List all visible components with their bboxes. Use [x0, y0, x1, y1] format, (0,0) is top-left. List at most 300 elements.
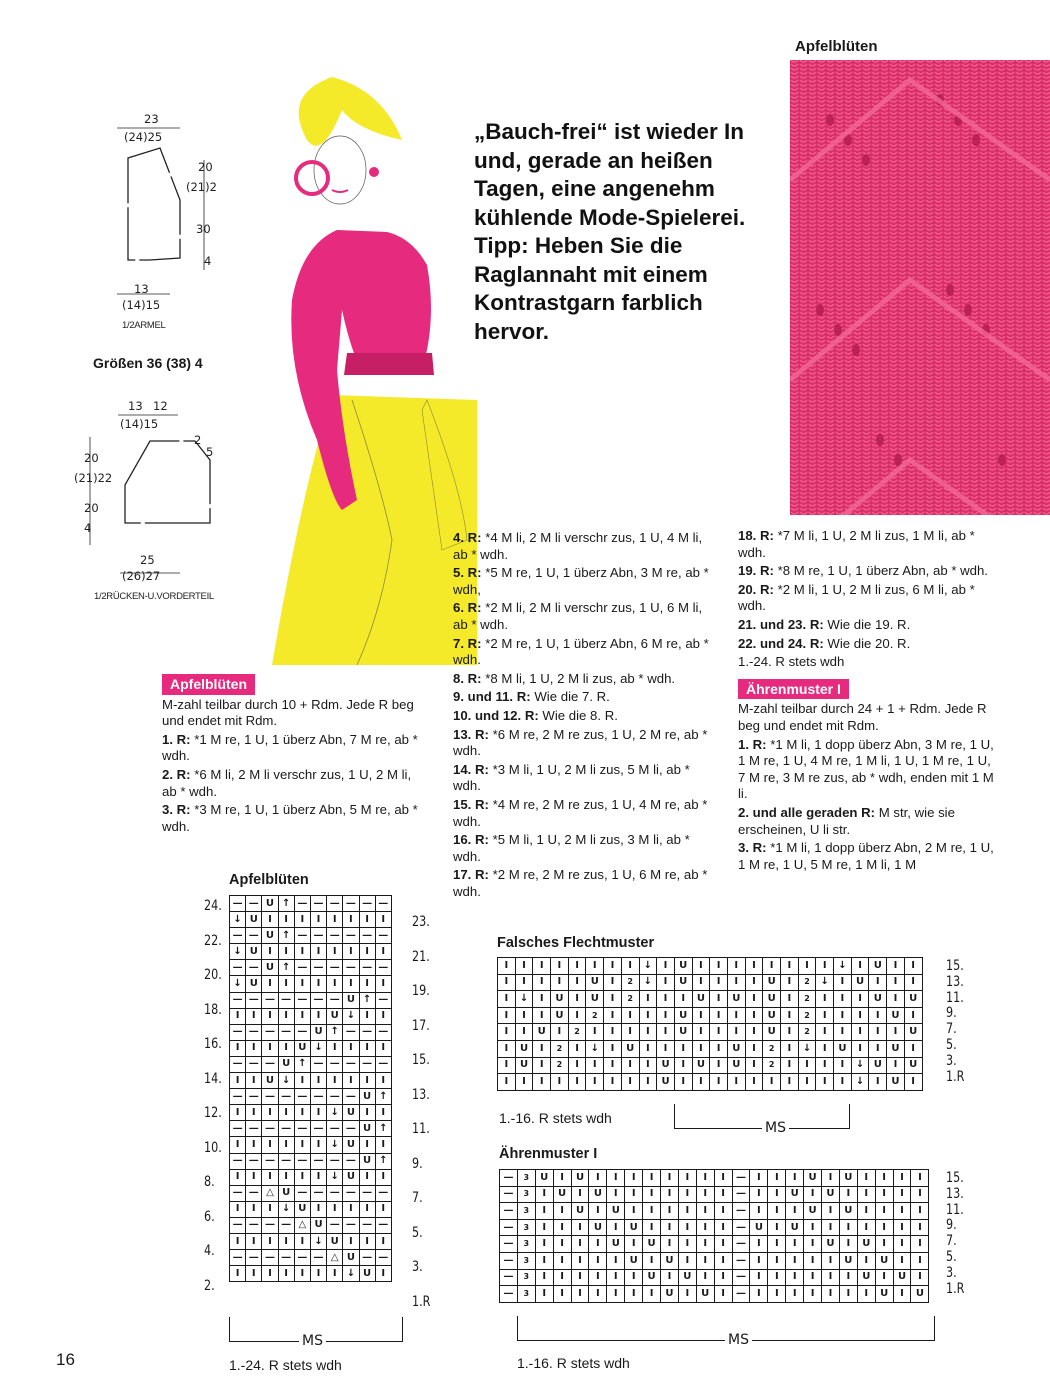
- instruction-paragraph: [738, 701, 1000, 734]
- chart-cell: I: [553, 1286, 571, 1303]
- chart-cell: I: [551, 1024, 569, 1041]
- chart-cell: —: [310, 928, 326, 944]
- chart-cell: —: [294, 1153, 310, 1169]
- chart-cell: I: [678, 1252, 696, 1269]
- chart-cell: I: [498, 991, 516, 1008]
- chart-cell: I: [834, 974, 852, 991]
- instructions-col-3: [738, 528, 1000, 875]
- chart-cell: I: [625, 1170, 643, 1187]
- chart-cell: U: [586, 974, 604, 991]
- chart-cell: I: [230, 1008, 246, 1024]
- chart-cell: I: [816, 958, 834, 975]
- chart-cell: I: [834, 991, 852, 1008]
- instruction-paragraph: [453, 530, 715, 563]
- chart-row: [230, 1185, 392, 1201]
- chart-cell: —: [732, 1219, 750, 1236]
- chart-cell: I: [839, 1236, 857, 1253]
- row-number: 22. und 24. R:: [738, 635, 824, 651]
- chart-cell: I: [625, 1186, 643, 1203]
- chart-cell: I: [551, 1074, 569, 1091]
- chart-cell: —: [246, 1153, 262, 1169]
- chart-cell: I: [359, 1201, 375, 1217]
- chart-cell: I: [359, 912, 375, 928]
- chart-cell: I: [262, 1169, 278, 1185]
- instruction-paragraph: [738, 563, 1000, 580]
- dim-body-left-3: 4: [84, 521, 92, 535]
- instruction-text: *4 M li, 2 M li verschr zus, 1 U, 4 M li, ab * wdh.: [453, 530, 703, 562]
- chart-cell: I: [607, 1252, 625, 1269]
- chart-cell: —: [230, 1024, 246, 1040]
- row-number: 16. R:: [453, 832, 489, 848]
- col3-paragraphs-2: [738, 701, 1000, 873]
- chart-cell: I: [750, 1286, 768, 1303]
- chart-cell: I: [498, 974, 516, 991]
- chart-cell: I: [294, 1169, 310, 1185]
- chart-cell: ↑: [278, 896, 294, 912]
- row-label: 9.: [946, 1005, 957, 1022]
- chart-cell: U: [586, 991, 604, 1008]
- chart-cell: I: [359, 976, 375, 992]
- chart-apfel-grid: [229, 895, 392, 1282]
- chart-cell: —: [359, 1056, 375, 1072]
- chart-table: [229, 895, 392, 1282]
- chart-cell: I: [851, 958, 869, 975]
- chart-cell: U: [310, 1024, 326, 1040]
- chart-cell: U: [661, 1286, 679, 1303]
- chart-cell: I: [781, 991, 799, 1008]
- chart-cell: I: [804, 1236, 822, 1253]
- chart-cell: I: [869, 1074, 887, 1091]
- chart-cell: I: [750, 1186, 768, 1203]
- row-label: 15.: [412, 1052, 430, 1068]
- chart-cell: U: [904, 1024, 922, 1041]
- chart-cell: I: [359, 1233, 375, 1249]
- dim-bottom: 13: [134, 282, 149, 296]
- chart-cell: —: [327, 928, 343, 944]
- chart-row: [230, 1266, 392, 1282]
- chart-cell: I: [294, 1008, 310, 1024]
- chart-cell: I: [604, 991, 622, 1008]
- chart-cell: I: [678, 1203, 696, 1220]
- chart-cell: I: [607, 1219, 625, 1236]
- chart-cell: I: [278, 1040, 294, 1056]
- chart-cell: ↑: [278, 928, 294, 944]
- chart-cell: I: [798, 1074, 816, 1091]
- chart-cell: I: [745, 1040, 763, 1057]
- chart-cell: I: [278, 1137, 294, 1153]
- row-label: 9.: [412, 1155, 423, 1172]
- instruction-paragraph: [453, 636, 715, 669]
- chart-cell: U: [551, 991, 569, 1008]
- chart-cell: I: [714, 1252, 732, 1269]
- chart-cell: I: [768, 1203, 786, 1220]
- instruction-text: *6 M re, 2 M re zus, 1 U, 2 M re, ab * wdh.: [453, 726, 708, 759]
- chart-cell: U: [887, 1040, 905, 1057]
- ms-bracket-apfel: [229, 1317, 403, 1349]
- chart-cell: ↓: [343, 1266, 359, 1282]
- chart-cell: —: [375, 1024, 391, 1040]
- chart-cell: I: [589, 1236, 607, 1253]
- chart-cell: I: [692, 1074, 710, 1091]
- instruction-paragraph: [162, 697, 424, 730]
- chart-row: [500, 1269, 929, 1286]
- chart-cell: I: [375, 1233, 391, 1249]
- chart-cell: ↓: [834, 958, 852, 975]
- chart-cell: I: [869, 1040, 887, 1057]
- chart-cell: U: [262, 1073, 278, 1089]
- chart-row: [500, 1186, 929, 1203]
- chart-cell: I: [893, 1286, 911, 1303]
- chart-cell: —: [327, 1153, 343, 1169]
- chart-cell: ↓: [327, 1169, 343, 1185]
- dim-body-top-alt: (14)15: [120, 417, 159, 431]
- chart-cell: U: [857, 1236, 875, 1253]
- chart-cell: U: [327, 1233, 343, 1249]
- chart-cell: I: [750, 1203, 768, 1220]
- chart-cell: —: [278, 1121, 294, 1137]
- instruction-paragraph: [453, 867, 715, 900]
- chart-cell: —: [500, 1186, 518, 1203]
- chart-cell: I: [768, 1170, 786, 1187]
- chart-cell: I: [696, 1170, 714, 1187]
- chart-cell: I: [768, 1186, 786, 1203]
- chart-cell: I: [904, 1074, 922, 1091]
- chart-row: [230, 1233, 392, 1249]
- chart-cell: I: [515, 1024, 533, 1041]
- chart-cell: —: [262, 1089, 278, 1105]
- chart-row: [498, 1007, 923, 1024]
- chart-cell: I: [535, 1203, 553, 1220]
- chart-cell: I: [661, 1170, 679, 1187]
- chart-cell: I: [246, 1201, 262, 1217]
- chart-cell: I: [816, 1024, 834, 1041]
- row-label: 3.: [946, 1052, 957, 1069]
- chart-cell: —: [230, 1153, 246, 1169]
- chart-cell: I: [246, 1040, 262, 1056]
- chart-cell: I: [768, 1286, 786, 1303]
- row-label: 18.: [204, 1001, 222, 1018]
- chart-cell: I: [515, 974, 533, 991]
- row-label: 13.: [946, 1185, 964, 1202]
- row-label: 5.: [946, 1249, 957, 1265]
- chart-row: [498, 991, 923, 1008]
- chart-cell: I: [710, 974, 728, 991]
- chart-cell: U: [727, 1040, 745, 1057]
- chart-cell: I: [571, 1219, 589, 1236]
- chart-cell: I: [568, 974, 586, 991]
- instruction-paragraph: [453, 727, 715, 760]
- chart-cell: I: [604, 1074, 622, 1091]
- chart-cell: I: [639, 1057, 657, 1074]
- chart-cell: I: [310, 1008, 326, 1024]
- chart-cell: I: [816, 1007, 834, 1024]
- chart-cell: I: [804, 1219, 822, 1236]
- chart-cell: U: [343, 992, 359, 1008]
- chart-cell: 3: [517, 1236, 535, 1253]
- chart-cell: I: [607, 1170, 625, 1187]
- chart-cell: 3: [517, 1186, 535, 1203]
- chart-cell: —: [500, 1269, 518, 1286]
- chart-cell: I: [262, 1008, 278, 1024]
- chart-cell: U: [822, 1186, 840, 1203]
- dim-body-top-2: 12: [153, 399, 168, 413]
- chart-cell: ↓: [230, 912, 246, 928]
- row-label: 11.: [946, 989, 964, 1006]
- chart-cell: I: [768, 1236, 786, 1253]
- chart-cell: U: [875, 1252, 893, 1269]
- chart-cell: I: [911, 1236, 929, 1253]
- row-label: 12.: [204, 1105, 222, 1121]
- row-number: 5. R:: [453, 565, 482, 581]
- chart-cell: —: [294, 992, 310, 1008]
- chart-cell: —: [262, 1153, 278, 1169]
- chart-cell: 2: [621, 974, 639, 991]
- chart-cell: I: [786, 1203, 804, 1220]
- row-label: 4.: [204, 1243, 215, 1259]
- chart-cell: U: [607, 1236, 625, 1253]
- instruction-paragraph: [738, 654, 1000, 671]
- instruction-paragraph: [738, 840, 1000, 873]
- chart-cell: I: [839, 1186, 857, 1203]
- chart-cell: —: [294, 1185, 310, 1201]
- chart-cell: I: [643, 1186, 661, 1203]
- chart-cell: △: [327, 1250, 343, 1266]
- chart-cell: I: [327, 944, 343, 960]
- instruction-text: *2 M re, 2 M re zus, 1 U, 6 M re, ab * wdh.: [453, 867, 708, 899]
- chart-cell: I: [571, 1269, 589, 1286]
- chart-cell: U: [294, 1201, 310, 1217]
- chart-cell: U: [804, 1170, 822, 1187]
- instruction-text: *8 M re, 1 U, 1 überz Abn, ab * wdh.: [777, 563, 988, 579]
- chart-cell: U: [657, 1074, 675, 1091]
- instruction-paragraph: [738, 737, 1000, 803]
- chart-cell: ↓: [278, 1073, 294, 1089]
- chart-cell: I: [692, 1024, 710, 1041]
- chart-cell: U: [692, 991, 710, 1008]
- chart-cell: I: [714, 1236, 732, 1253]
- row-number: 3. R:: [162, 802, 191, 818]
- chart-cell: I: [551, 974, 569, 991]
- repeat-note-flecht: 1.-16. R stets wdh: [499, 1110, 612, 1126]
- chart-cell: —: [343, 1089, 359, 1105]
- chart-cell: —: [310, 1153, 326, 1169]
- chart-cell: —: [278, 1217, 294, 1233]
- instruction-text: *1 M li, 1 dopp überz Abn, 2 M re, 1 U, 1 M re, 1 U, 5 M re, 1 M li, 1 M: [738, 840, 994, 872]
- chart-cell: I: [278, 1266, 294, 1282]
- chart-cell: 3: [517, 1219, 535, 1236]
- chart-cell: 2: [568, 1024, 586, 1041]
- chart-cell: U: [786, 1219, 804, 1236]
- chart-cell: —: [278, 1250, 294, 1266]
- chart-cell: —: [375, 1185, 391, 1201]
- chart-cell: ↓: [327, 1137, 343, 1153]
- chart-cell: —: [230, 1089, 246, 1105]
- chart-cell: —: [230, 928, 246, 944]
- chart-cell: I: [535, 1252, 553, 1269]
- chart-cell: I: [604, 974, 622, 991]
- chart-row: [500, 1236, 929, 1253]
- chart-cell: I: [533, 1040, 551, 1057]
- col3-paragraphs: [738, 528, 1000, 671]
- chart-cell: U: [887, 1074, 905, 1091]
- instruction-text: Wie die 7. R.: [534, 689, 610, 705]
- chart-cell: I: [804, 1252, 822, 1269]
- row-number: 10. und 12. R:: [453, 707, 539, 723]
- row-number: 4. R:: [453, 530, 482, 545]
- chart-cell: U: [246, 944, 262, 960]
- chart-cell: U: [911, 1286, 929, 1303]
- chart-cell: I: [710, 1074, 728, 1091]
- chart-cell: I: [310, 1266, 326, 1282]
- chart-cell: ↑: [278, 960, 294, 976]
- chart-cell: —: [359, 1185, 375, 1201]
- chart-cell: I: [230, 1201, 246, 1217]
- chart-cell: I: [804, 1186, 822, 1203]
- chart-cell: I: [327, 1073, 343, 1089]
- chart-cell: I: [657, 991, 675, 1008]
- chart-cell: I: [625, 1236, 643, 1253]
- chart-cell: I: [571, 1236, 589, 1253]
- chart-cell: ↓: [327, 1105, 343, 1121]
- chart-cell: I: [745, 1007, 763, 1024]
- chart-cell: I: [535, 1186, 553, 1203]
- chart-cell: —: [359, 1217, 375, 1233]
- chart-cell: I: [904, 1040, 922, 1057]
- instructions-col-2: [453, 530, 715, 902]
- chart-cell: I: [375, 944, 391, 960]
- row-label: 20.: [204, 967, 222, 983]
- chart-cell: ↓: [851, 1074, 869, 1091]
- row-number: 17. R:: [453, 867, 489, 883]
- chart-cell: I: [745, 958, 763, 975]
- dim-right: 20: [198, 160, 213, 174]
- instruction-text: *3 M re, 1 U, 1 überz Abn, 5 M re, ab * wdh.: [162, 802, 418, 834]
- chart-cell: I: [568, 1057, 586, 1074]
- chart-cell: I: [714, 1203, 732, 1220]
- knit-swatch-photo: [790, 60, 1050, 515]
- chart-cell: I: [262, 1137, 278, 1153]
- chart-cell: I: [625, 1203, 643, 1220]
- instruction-text: M-zahl teilbar durch 10 + Rdm. Jede R beg und endet mit Rdm.: [162, 696, 414, 729]
- chart-cell: I: [727, 1024, 745, 1041]
- chart-cell: I: [359, 1169, 375, 1185]
- chart-cell: I: [857, 1219, 875, 1236]
- chart-cell: I: [639, 1007, 657, 1024]
- chart-cell: I: [327, 912, 343, 928]
- instruction-text: Wie die 19. R.: [827, 616, 911, 632]
- chart-cell: I: [696, 1219, 714, 1236]
- chart-cell: I: [230, 1040, 246, 1056]
- col2-paragraphs: [453, 530, 715, 900]
- chart-cell: —: [230, 896, 246, 912]
- chart-cell: I: [714, 1186, 732, 1203]
- chart-cell: I: [278, 1233, 294, 1249]
- chart-cell: I: [586, 1057, 604, 1074]
- chart-cell: I: [911, 1269, 929, 1286]
- chart-cell: I: [661, 1219, 679, 1236]
- chart-cell: I: [851, 1040, 869, 1057]
- ms-label: MS: [299, 1333, 326, 1349]
- chart-cell: 3: [517, 1269, 535, 1286]
- chart-row: [230, 1121, 392, 1137]
- chart-cell: —: [500, 1203, 518, 1220]
- chart-cell: I: [246, 1266, 262, 1282]
- chart-cell: 2: [763, 1040, 781, 1057]
- chart-cell: —: [230, 1217, 246, 1233]
- instruction-text: *5 M re, 1 U, 1 überz Abn, 3 M re, ab * wdh,: [453, 565, 709, 597]
- chart-flecht-grid: [497, 957, 923, 1091]
- row-number: 14. R:: [453, 761, 489, 777]
- row-label: 15.: [946, 1170, 964, 1186]
- row-label: 24.: [204, 898, 222, 914]
- chart-title-apfel: Apfelblüten: [229, 872, 309, 888]
- chart-cell: I: [639, 991, 657, 1008]
- chart-cell: I: [604, 1057, 622, 1074]
- chart-cell: I: [515, 958, 533, 975]
- chart-cell: U: [750, 1219, 768, 1236]
- chart-row: [230, 1024, 392, 1040]
- chart-cell: I: [786, 1269, 804, 1286]
- chart-cell: ↓: [639, 958, 657, 975]
- chart-cell: —: [500, 1236, 518, 1253]
- chart-cell: I: [294, 912, 310, 928]
- chart-cell: —: [343, 1056, 359, 1072]
- chart-table: [499, 1169, 929, 1303]
- chart-row: [230, 1217, 392, 1233]
- chart-cell: I: [498, 1040, 516, 1057]
- chart-cell: I: [375, 1266, 391, 1282]
- row-label: 5.: [946, 1037, 957, 1053]
- chart-cell: —: [359, 1024, 375, 1040]
- chart-cell: I: [515, 1074, 533, 1091]
- chart-cell: 2: [621, 991, 639, 1008]
- dim-body-top: 13: [128, 399, 143, 413]
- chart-cell: I: [887, 1057, 905, 1074]
- chart-cell: I: [262, 1105, 278, 1121]
- chart-cell: I: [498, 1024, 516, 1041]
- chart-cell: —: [500, 1170, 518, 1187]
- chart-row: [230, 1105, 392, 1121]
- row-label: 17.: [412, 1017, 430, 1034]
- chart-cell: I: [678, 1236, 696, 1253]
- chart-cell: I: [553, 1170, 571, 1187]
- chart-row: [498, 1074, 923, 1091]
- chart-cell: —: [262, 1056, 278, 1072]
- chart-cell: —: [732, 1203, 750, 1220]
- chart-cell: I: [911, 1203, 929, 1220]
- chart-cell: I: [745, 1024, 763, 1041]
- chart-cell: U: [692, 1057, 710, 1074]
- row-label: 3.: [412, 1259, 423, 1275]
- chart-cell: —: [294, 1121, 310, 1137]
- chart-cell: I: [643, 1170, 661, 1187]
- chart-cell: U: [262, 960, 278, 976]
- chart-cell: I: [869, 1007, 887, 1024]
- chart-cell: —: [359, 960, 375, 976]
- chart-row: [230, 1250, 392, 1266]
- instruction-text: *3 M li, 1 U, 2 M li zus, 5 M li, ab * wdh.: [453, 761, 690, 794]
- chart-cell: I: [551, 958, 569, 975]
- chart-cell: U: [839, 1170, 857, 1187]
- dim-body-bottom: 25: [140, 553, 155, 567]
- chart-cell: I: [798, 958, 816, 975]
- chart-cell: ↑: [327, 1024, 343, 1040]
- chart-cell: —: [310, 1250, 326, 1266]
- chart-cell: U: [904, 991, 922, 1008]
- chart-cell: I: [553, 1203, 571, 1220]
- chart-cell: —: [310, 992, 326, 1008]
- chart-cell: —: [262, 1250, 278, 1266]
